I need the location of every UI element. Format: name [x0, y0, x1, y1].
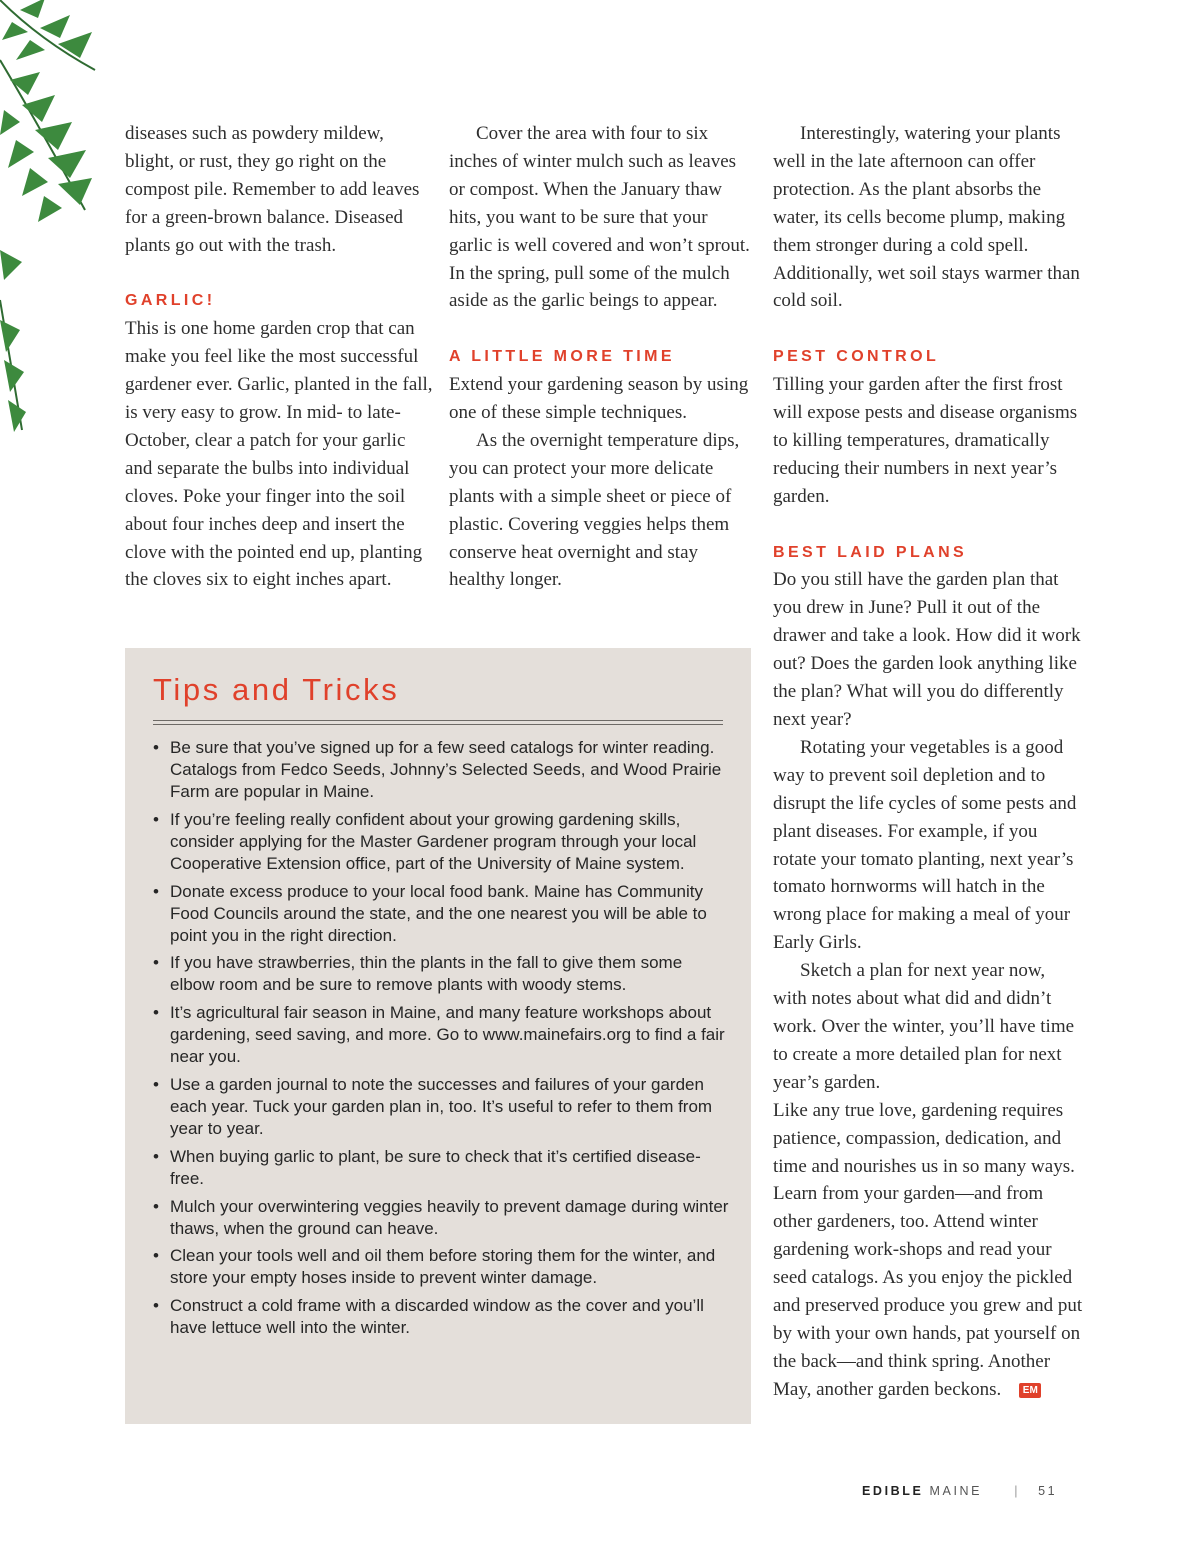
bullet-icon: • [153, 809, 159, 829]
tip-item [153, 1002, 730, 1068]
bullet-icon: • [153, 738, 159, 757]
fern-illustration [0, 0, 100, 560]
tip-item [153, 1146, 730, 1190]
tip-item [153, 737, 730, 803]
article-column-2 [449, 120, 754, 594]
tip-item [153, 809, 730, 875]
tip-text: Mulch your overwintering veggies heavily to prevent damage during winter thaws, when the ground can heave. [170, 1196, 729, 1238]
tips-title: Tips and Tricks [153, 672, 400, 707]
bullet-icon: • [153, 881, 159, 901]
tip-text: Clean your tools well and oil them before storing them for the winter, and store your empty hoses inside to prevent winter damage. [170, 1246, 716, 1288]
body-paragraph: Sketch a plan for next year now, with notes about what did and didn’t work. Over the winter, you’ll have time to create a more detailed plan for next year’s garden. [773, 960, 1075, 1093]
footer-brand-light: MAINE [929, 1484, 983, 1498]
body-paragraph: diseases such as powdery mildew, blight, or rust, they go right on the compost pile. Remember to add leaves for a green-brown balance. Diseased plants go out with the trash. [125, 123, 420, 256]
section-heading-garlic: GARLIC! [125, 292, 216, 310]
tips-and-tricks-box [125, 648, 751, 1424]
bullet-icon: • [153, 1146, 159, 1166]
edible-maine-end-mark-icon: EM [1019, 1383, 1041, 1398]
section-heading-pest-control: PEST CONTROL [773, 348, 940, 366]
tips-divider [153, 720, 723, 725]
article-column-3 [773, 120, 1083, 1404]
bullet-icon: • [153, 1246, 159, 1266]
body-paragraph: Tilling your garden after the first frost will expose pests and disease organisms to killing temperatures, dramatically reducing their numbers in next year’s garden. [773, 374, 1078, 507]
footer-separator: | [1014, 1484, 1021, 1498]
tip-text: Donate excess produce to your local food bank. Maine has Community Food Councils around the state, and the one nearest you will be able to point you in the right direction. [170, 881, 707, 945]
body-paragraph: As the overnight temperature dips, you can protect your more delicate plants with a simple sheet or piece of plastic. Covering veggies helps them conserve heat overnight and stay healthy longer. [449, 429, 740, 591]
bullet-icon: • [153, 953, 159, 973]
closing-paragraph [773, 1097, 1083, 1404]
body-paragraph: Interestingly, watering your plants well in the late afternoon can offer protection. As the plant absorbs the water, its cells become plump, making them stronger during a cold spell. Additionally, wet soil stays warmer than cold soil. [773, 123, 1080, 312]
bullet-icon: • [153, 1074, 159, 1094]
body-paragraph: Cover the area with four to six inches of winter mulch such as leaves or compost. When the January thaw hits, you want to be sure that your garlic is well covered and won’t sprout. In the spring, pull some of the mulch aside as the garlic beings to appear. [449, 123, 750, 312]
section-heading-best-laid-plans: BEST LAID PLANS [773, 543, 968, 561]
tip-item [153, 1074, 730, 1140]
tip-text: Use a garden journal to note the successes and failures of your garden each year. Tuck your garden plan in, too. It’s useful to refer to them from year to year. [170, 1074, 713, 1138]
tip-text: When buying garlic to plant, be sure to check that it’s certified disease-free. [170, 1146, 701, 1188]
footer-brand-bold: EDIBLE [862, 1484, 924, 1498]
body-paragraph: Do you still have the garden plan that you drew in June? Pull it out of the drawer and take a look. How did it work out? Does the garden look anything like the plan? What will you do differently next year? [773, 569, 1081, 730]
tip-item [153, 1196, 730, 1240]
bullet-icon: • [153, 1196, 159, 1216]
body-paragraph: Rotating your vegetables is a good way to prevent soil depletion and to disrupt the life cycles of some pests and plant diseases. For example, if you rotate your tomato planting, next year’s tomato hornworms will hatch in the wrong place for making a meal of your Early Girls. [773, 736, 1077, 954]
bullet-icon: • [153, 1003, 159, 1023]
tip-text: Construct a cold frame with a discarded window as the cover and you’ll have lettuce well into the winter. [170, 1296, 704, 1338]
page-number: 51 [1038, 1484, 1058, 1498]
section-heading-more-time: A LITTLE MORE TIME [449, 348, 675, 366]
tip-item [153, 881, 730, 947]
tips-list [153, 737, 729, 1339]
tip-text: If you’re feeling really confident about your growing gardening skills, consider applying for the Master Gardener program through your local Cooperative Extension office, part of the University of Maine system. [170, 809, 697, 873]
closing-text: Like any true love, gardening requires patience, compassion, dedication, and time and nourishes us in so many ways. Learn from your garden—and from other gardeners, too. Attend winter gardening work-shops and read your seed catalogs. As you enjoy the pickled and preserved produce you grew and put by with your own hands, pat yourself on the back—and think spring. Another May, another garden beckons. [773, 1099, 1083, 1400]
page-footer [862, 1483, 1082, 1499]
tip-text: If you have strawberries, thin the plants in the fall to give them some elbow room and be sure to remove plants with woody stems. [170, 953, 683, 995]
tip-text: Be sure that you’ve signed up for a few seed catalogs for winter reading. Catalogs from Fedco Seeds, Johnny’s Selected Seeds, and Wood Prairie Farm are popular in Maine. [170, 738, 722, 801]
article-column-1 [125, 120, 435, 594]
bullet-icon: • [153, 1296, 159, 1316]
tip-item [153, 1245, 730, 1289]
tip-item [153, 952, 730, 996]
tip-item [153, 1295, 730, 1339]
body-paragraph: This is one home garden crop that can make you feel like the most successful gardener ever. Garlic, planted in the fall, is very easy to grow. In mid- to late-October, clear a patch for your garlic and separate the bulbs into individual cloves. Poke your finger into the soil about four inches deep and insert the clove with the pointed end up, planting the cloves six to eight inches apart. [125, 318, 433, 591]
tip-text: It’s agricultural fair season in Maine, and many feature workshops about gardening, seed saving, and more. Go to www.mainefairs.org to find a fair near you. [170, 1003, 725, 1067]
body-paragraph: Extend your gardening season by using one of these simple techniques. [449, 374, 749, 424]
